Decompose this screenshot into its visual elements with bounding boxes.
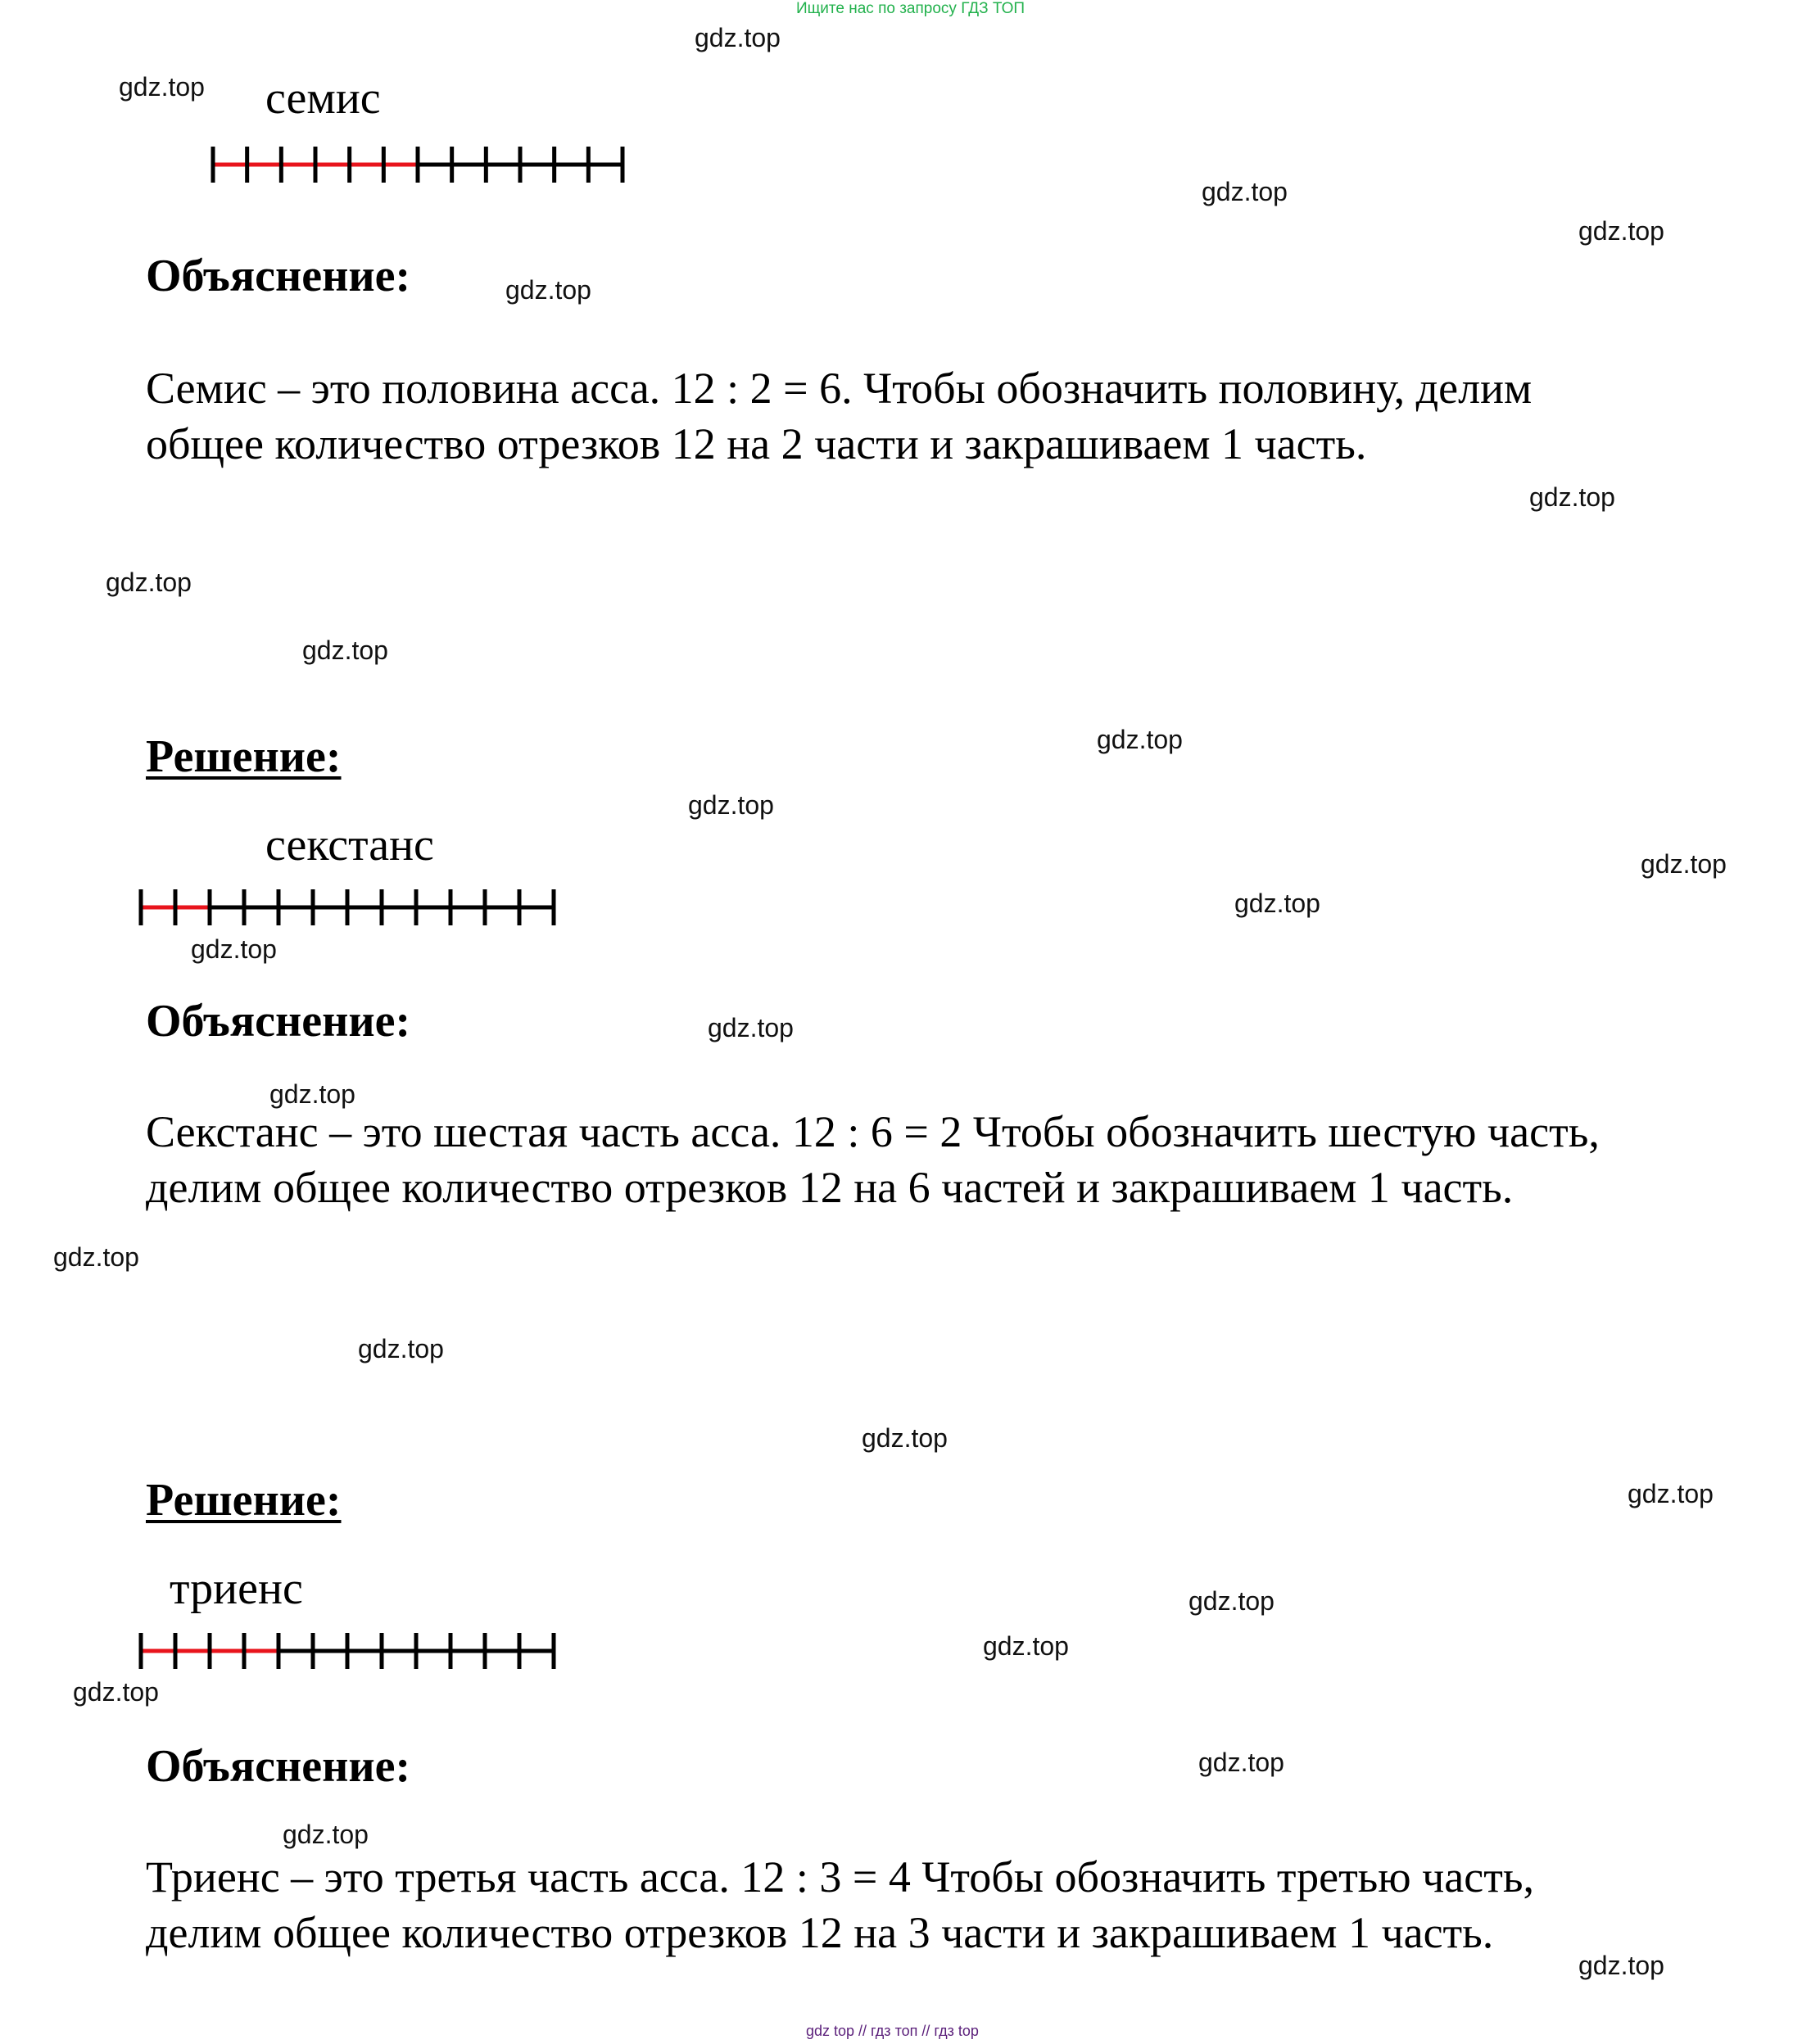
number-line-semis xyxy=(206,143,632,192)
watermark: gdz.top xyxy=(73,1677,159,1707)
watermark: gdz.top xyxy=(1097,725,1183,754)
explanation-heading-2: Объяснение: xyxy=(146,996,411,1047)
top-banner: Ищите нас по запросу ГДЗ ТОП xyxy=(796,0,1026,17)
watermark: gdz.top xyxy=(688,790,774,820)
watermark: gdz.top xyxy=(983,1631,1069,1661)
watermark: gdz.top xyxy=(283,1820,369,1849)
watermark: gdz.top xyxy=(53,1242,139,1272)
watermark: gdz.top xyxy=(119,72,205,102)
watermark: gdz.top xyxy=(1189,1586,1275,1616)
watermark: gdz.top xyxy=(269,1079,355,1109)
explanation-text-1 xyxy=(146,360,1800,472)
number-line-sextans xyxy=(134,886,560,935)
explanation-line: Семис – это половина асса. 12 : 2 = 6. Чтобы обозначить половину, делим xyxy=(146,364,1533,413)
watermark: gdz.top xyxy=(106,568,192,597)
watermark: gdz.top xyxy=(1198,1748,1284,1777)
watermark: gdz.top xyxy=(862,1423,948,1453)
solution-heading-3: Решение: xyxy=(146,1475,342,1526)
term-sextans: секстанс xyxy=(265,820,434,871)
watermark: gdz.top xyxy=(1529,482,1615,512)
watermark: gdz.top xyxy=(302,635,388,665)
term-semis: семис xyxy=(265,73,381,124)
bottom-banner: gdz top // гдз топ // гдз top xyxy=(806,2023,979,2039)
watermark: gdz.top xyxy=(695,23,781,52)
watermark: gdz.top xyxy=(1641,849,1727,879)
watermark: gdz.top xyxy=(708,1013,794,1042)
explanation-heading-3: Объяснение: xyxy=(146,1741,411,1792)
watermark: gdz.top xyxy=(1202,177,1288,206)
watermark: gdz.top xyxy=(191,934,277,964)
watermark: gdz.top xyxy=(1234,889,1320,918)
explanation-line: Секстанс – это шестая часть асса. 12 : 6 = 2 Чтобы обозначить шестую часть, xyxy=(146,1107,1600,1156)
watermark: gdz.top xyxy=(1578,216,1664,246)
watermark: gdz.top xyxy=(358,1334,444,1363)
term-triens: триенс xyxy=(170,1563,303,1614)
watermark: gdz.top xyxy=(1628,1479,1714,1508)
explanation-text-2 xyxy=(146,1104,1800,1215)
explanation-heading-1: Объяснение: xyxy=(146,251,411,301)
explanation-line: Триенс – это третья часть асса. 12 : 3 = 4 Чтобы обозначить третью часть, xyxy=(146,1852,1534,1902)
explanation-line: делим общее количество отрезков 12 на 3 части и закрашиваем 1 часть. xyxy=(146,1908,1494,1957)
explanation-text-3 xyxy=(146,1849,1800,1960)
explanation-line: делим общее количество отрезков 12 на 6 частей и закрашиваем 1 часть. xyxy=(146,1163,1514,1212)
solution-heading-2: Решение: xyxy=(146,731,342,782)
watermark: gdz.top xyxy=(505,275,591,305)
number-line-triens xyxy=(134,1630,560,1679)
watermark: gdz.top xyxy=(1578,1951,1664,1980)
explanation-line: общее количество отрезков 12 на 2 части и закрашиваем 1 часть. xyxy=(146,419,1367,468)
